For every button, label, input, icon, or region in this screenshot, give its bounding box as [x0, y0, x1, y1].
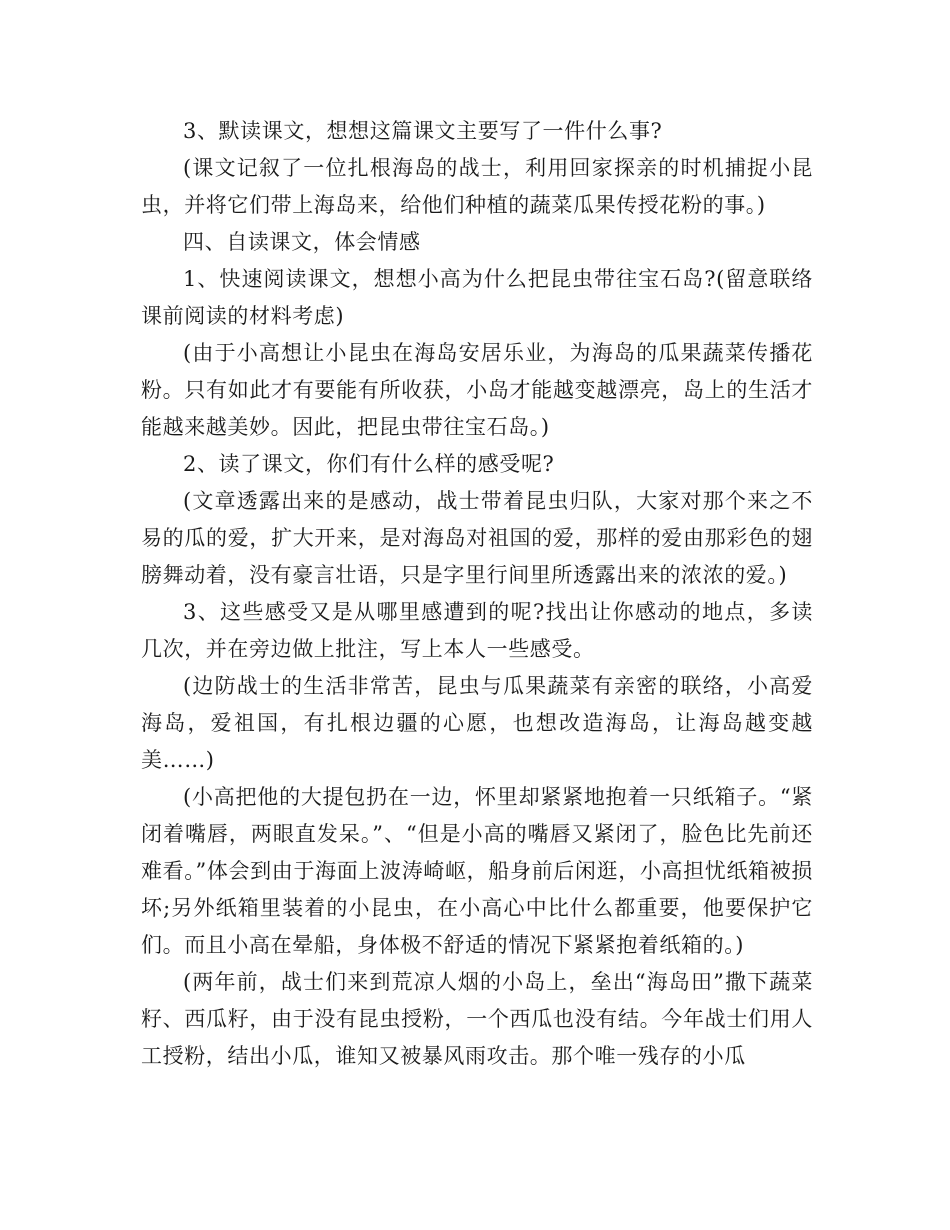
section-heading-4: 四、自读课文，体会情感: [183, 230, 421, 254]
answer-1: (由于小高想让小昆虫在海岛安居乐业，为海岛的瓜果蔬菜传播花粉。只有如此才有要能有所收获，小岛才能越变越漂亮，岛上的生活才能越来越美妙。因此，把昆虫带往宝石岛。): [141, 341, 813, 439]
document-page: [141, 113, 813, 1075]
answer-3b: (小高把他的大提包扔在一边，怀里却紧紧地抱着一只纸箱子。“紧闭着嘴唇，两眼直发呆。”、“但是小高的嘴唇又紧闭了，脸色比先前还难看。”体会到由于海面上波涛崎岖，船身前后闲逛，小高担忧纸箱被损坏;另外纸箱里装着的小昆虫，在小高心中比什么都重要，他要保护它们。而且小高在晕船，身体极不舒适的情况下紧紧抱着纸箱的。): [141, 785, 813, 957]
answer-summary: (课文记叙了一位扎根海岛的战士，利用回家探亲的时机捕捉小昆虫，并将它们带上海岛来，给他们种植的蔬菜瓜果传授花粉的事。): [141, 156, 813, 217]
question-3b-prompt: 3、这些感受又是从哪里感遭到的呢?找出让你感动的地点，多读几次，并在旁边做上批注，写上本人一些感受。: [141, 600, 813, 661]
answer-2: (文章透露出来的是感动，战士带着昆虫归队，大家对那个来之不易的瓜的爱，扩大开来，是对海岛对祖国的爱，那样的爱由那彩色的翅膀舞动着，没有豪言壮语，只是字里行间里所透露出来的浓浓的爱。): [141, 489, 813, 587]
answer-3a: (边防战士的生活非常苦，昆虫与瓜果蔬菜有亲密的联络，小高爱海岛，爱祖国，有扎根边疆的心愿，也想改造海岛，让海岛越变越美……): [141, 674, 813, 772]
answer-3c: (两年前，战士们来到荒凉人烟的小岛上，垒出“海岛田”撒下蔬菜籽、西瓜籽，由于没有昆虫授粉，一个西瓜也没有结。今年战士们用人工授粉，结出小瓜，谁知又被暴风雨攻击。那个唯一残存的小瓜: [141, 970, 813, 1068]
question-1-prompt: 1、快速阅读课文，想想小高为什么把昆虫带往宝石岛?(留意联络课前阅读的材料考虑): [141, 267, 813, 328]
question-3-prompt: 3、默读课文，想想这篇课文主要写了一件什么事?: [183, 119, 663, 143]
question-2-prompt: 2、读了课文，你们有什么样的感受呢?: [183, 452, 555, 476]
